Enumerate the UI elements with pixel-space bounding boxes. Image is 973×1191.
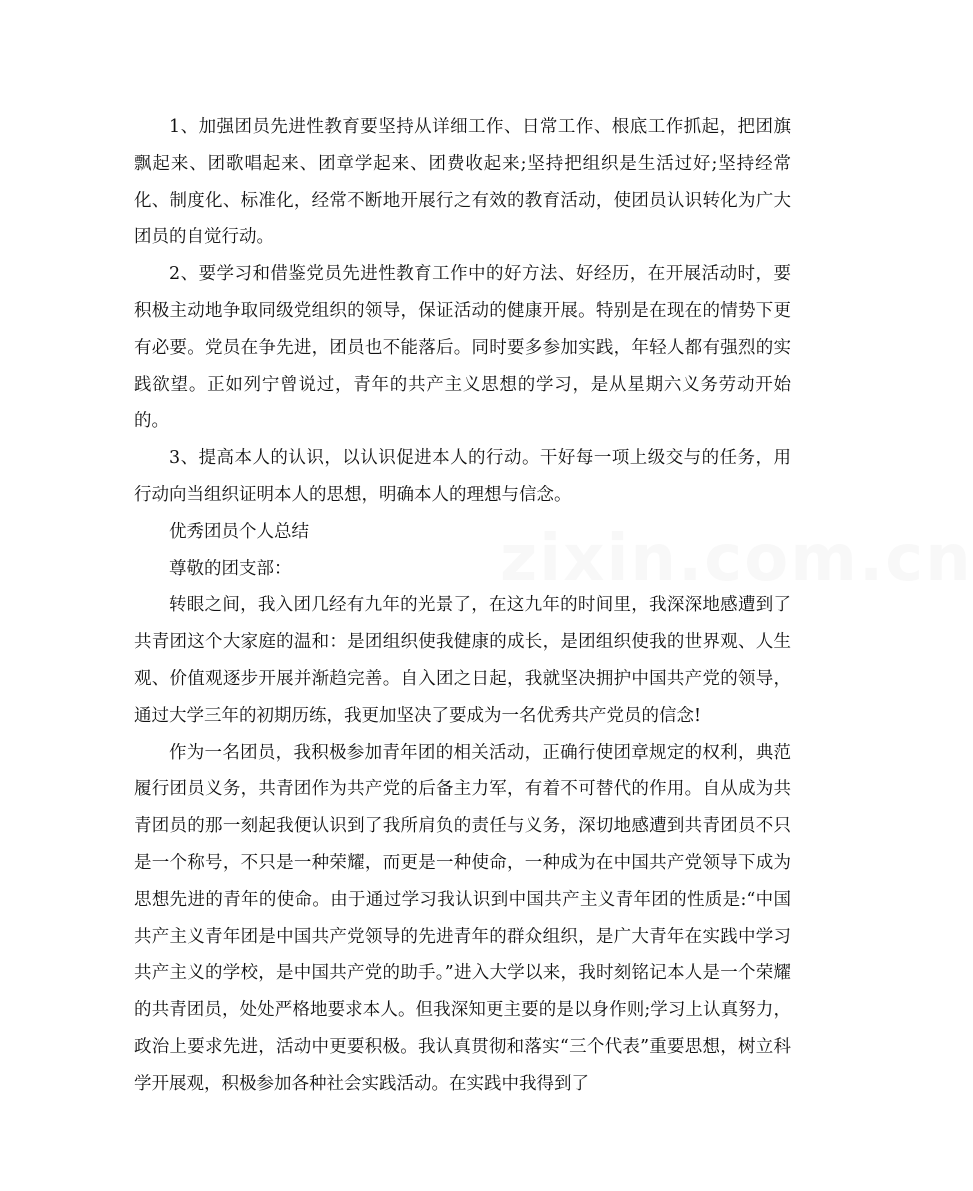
paragraph-5: 作为一名团员，我积极参加青年团的相关活动，正确行使团章规定的权利，典范履行团员义务，共青团作为共产党的后备主力军，有着不可替代的作用。自从成为共青团员的那一刻起我便认识到了我所肩负的责任与义务，深切地感遭到共青团员不只是一个称号，不只是一种荣耀，而更是一种使命，一种成为在中国共产党领导下成为思想先进的青年的使命。由于通过学习我认识到中国共产主义青年团的性质是:“中国共产主义青年团是中国共产党领导的先进青年的群众组织，是广大青年在实践中学习共产主义的学校，是中国共产党的助手。”进入大学以来，我时刻铭记本人是一个荣耀的共青团员，处处严格地要求本人。但我深知更主要的是以身作则;学习上认真努力，政治上要求先进，活动中更要积极。我认真贯彻和落实“三个代表”重要思想，树立科学开展观，积极参加各种社会实践活动。在实践中我得到了 — [134, 742, 791, 1094]
watermark: zixin.com.cn — [500, 522, 973, 596]
salutation: 尊敬的团支部： — [169, 558, 292, 579]
paragraph-2: 2、要学习和借鉴党员先进性教育工作中的好方法、好经历，在开展活动时，要积极主动地争取同级党组织的领导，保证活动的健康开展。特别是在现在的情势下更有必要。党员在争先进，团员也不能落后。同时要多参加实践，年轻人都有强烈的实践欲望。正如列宁曾说过，青年的共产主义思想的学习，是从星期六义务劳动开始的。 — [134, 264, 791, 432]
document-body — [134, 109, 791, 1103]
section-title: 优秀团员个人总结 — [169, 521, 309, 542]
paragraph-1: 1、加强团员先进性教育要坚持从详细工作、日常工作、根底工作抓起，把团旗飘起来、团歌唱起来、团章学起来、团费收起来;坚持把组织是生活过好;坚持经常化、制度化、标准化，经常不断地开展行之有效的教育活动，使团员认识转化为广大团员的自觉行动。 — [134, 117, 791, 248]
paragraph-4: 转眼之间，我入团几经有九年的光景了，在这九年的时间里，我深深地感遭到了共青团这个大家庭的温和：是团组织使我健康的成长，是团组织使我的世界观、人生观、价值观逐步开展并渐趋完善。自入团之日起，我就坚决拥护中国共产党的领导，通过大学三年的初期历练，我更加坚决了要成为一名优秀共产党员的信念! — [134, 595, 791, 726]
paragraph-3: 3、提高本人的认识，以认识促进本人的行动。干好每一项上级交与的任务，用行动向当组织证明本人的思想，明确本人的理想与信念。 — [134, 448, 791, 505]
